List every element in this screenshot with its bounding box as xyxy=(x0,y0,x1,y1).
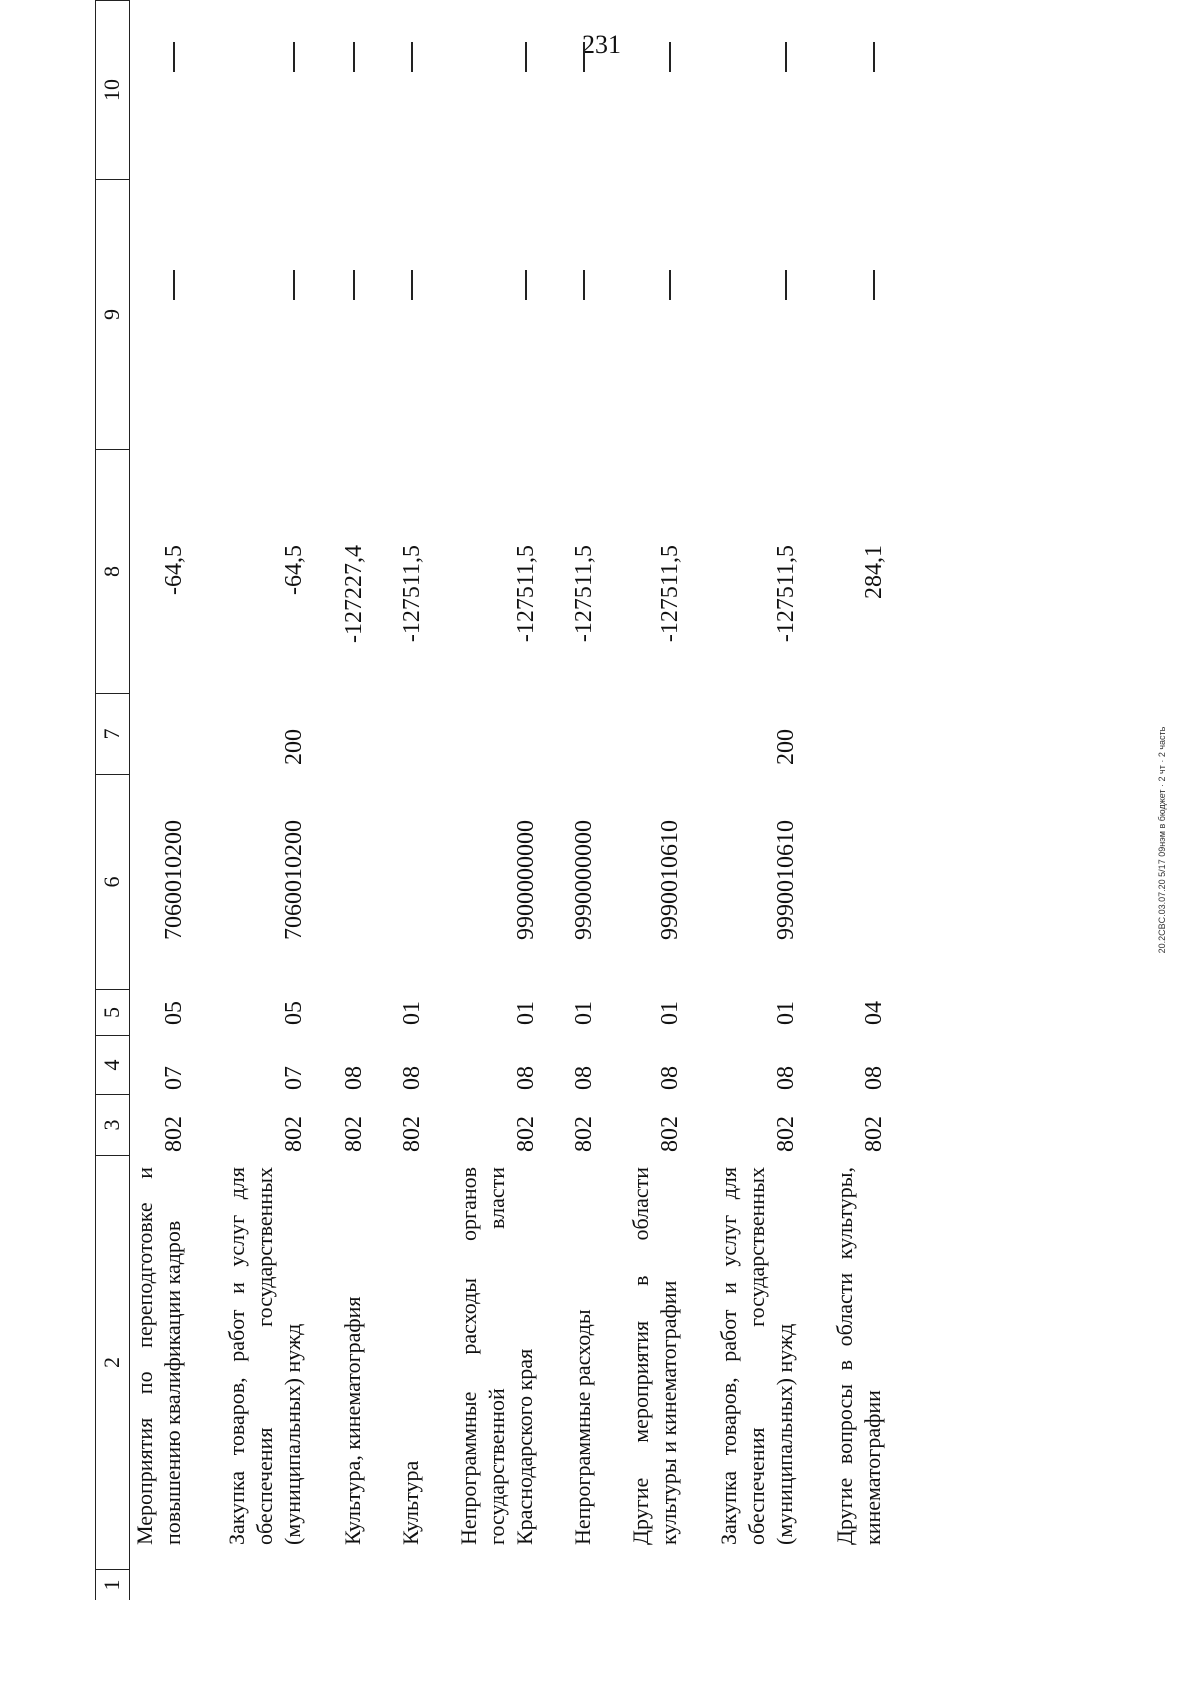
cell-c8: -127511,5 xyxy=(773,545,799,643)
row-name: Культура, кинематография xyxy=(340,1296,365,1545)
cell-c8: -64,5 xyxy=(281,545,307,595)
cell-c6: 7060010200 xyxy=(161,820,187,940)
cell-c8: -127511,5 xyxy=(399,545,425,643)
footer-note xyxy=(1156,60,1168,1620)
page-number: 231 xyxy=(582,30,621,59)
cell-c9-dash xyxy=(583,270,585,300)
col-header-10: 10 xyxy=(95,0,129,179)
cell-c10-dash xyxy=(293,42,295,72)
cell-c10-dash xyxy=(411,42,413,72)
col-header-8: 8 xyxy=(95,449,129,693)
col-header-4: 4 xyxy=(95,1035,129,1094)
cell-c6: 7060010200 xyxy=(281,820,307,940)
cell-c9-dash xyxy=(293,270,295,300)
cell-c3: 802 xyxy=(281,1116,307,1152)
col-header-2: 2 xyxy=(95,1155,129,1569)
col-header-3: 3 xyxy=(95,1094,129,1155)
cell-c7: 200 xyxy=(281,729,307,765)
cell-c3: 802 xyxy=(571,1116,597,1152)
cell-c4: 08 xyxy=(861,1066,887,1090)
cell-c10-dash xyxy=(785,42,787,72)
cell-c3: 802 xyxy=(861,1116,887,1152)
cell-c5: 01 xyxy=(513,1001,539,1025)
col-header-6: 6 xyxy=(95,774,129,989)
cell-c10-dash xyxy=(353,42,355,72)
cell-c9-dash xyxy=(785,270,787,300)
row-name: Культура xyxy=(398,1460,423,1545)
cell-c10-dash xyxy=(525,42,527,72)
cell-c4: 08 xyxy=(513,1066,539,1090)
cell-c3: 802 xyxy=(399,1116,425,1152)
footer-text: 20.2CBC.03.07.20 5/17 09нэм в бюджет · 2 чт · 2 часть xyxy=(1157,726,1167,954)
cell-c5: 01 xyxy=(399,1001,425,1025)
cell-c6: 9900000000 xyxy=(513,820,539,940)
cell-c5: 01 xyxy=(773,1001,799,1025)
cell-c7: 200 xyxy=(773,729,799,765)
row-name: Непрограммные расходы органов государственной власти Краснодарского края xyxy=(456,1167,537,1545)
cell-c10-dash xyxy=(173,42,175,72)
cell-c3: 802 xyxy=(657,1116,683,1152)
cell-c9-dash xyxy=(173,270,175,300)
cell-c4: 08 xyxy=(341,1066,367,1090)
cell-c4: 07 xyxy=(161,1066,187,1090)
cell-c3: 802 xyxy=(513,1116,539,1152)
col-header-9: 9 xyxy=(95,179,129,449)
table-header xyxy=(95,0,129,1600)
cell-c8: -64,5 xyxy=(161,545,187,595)
cell-c9-dash xyxy=(525,270,527,300)
cell-c3: 802 xyxy=(161,1116,187,1152)
cell-c9-dash xyxy=(669,270,671,300)
col-header-7: 7 xyxy=(95,693,129,774)
cell-c5: 05 xyxy=(281,1001,307,1025)
header-bottom-border xyxy=(129,0,130,1600)
cell-c5: 04 xyxy=(861,1001,887,1025)
cell-c9-dash xyxy=(353,270,355,300)
cell-c10-dash xyxy=(669,42,671,72)
cell-c4: 08 xyxy=(657,1066,683,1090)
cell-c6: 9990010610 xyxy=(657,820,683,940)
col-header-5: 5 xyxy=(95,989,129,1035)
row-name: Мероприятия по переподготовке и повышению квалификации кадров xyxy=(132,1167,185,1545)
cell-c4: 07 xyxy=(281,1066,307,1090)
row-name: Закупка товаров, работ и услуг для обеспечения государственных (муниципальных) нужд xyxy=(716,1167,797,1545)
cell-c8: -127511,5 xyxy=(571,545,597,643)
cell-c5: 05 xyxy=(161,1001,187,1025)
cell-c9-dash xyxy=(873,270,875,300)
cell-c8: -127511,5 xyxy=(657,545,683,643)
cell-c4: 08 xyxy=(571,1066,597,1090)
cell-c3: 802 xyxy=(773,1116,799,1152)
row-name: Другие вопросы в области культуры, кинематографии xyxy=(832,1167,885,1545)
cell-c6: 9990010610 xyxy=(773,820,799,940)
cell-c6: 9990000000 xyxy=(571,820,597,940)
row-name: Другие мероприятия в области культуры и кинематографии xyxy=(628,1167,681,1545)
cell-c8: -127511,5 xyxy=(513,545,539,643)
row-name: Непрограммные расходы xyxy=(570,1309,595,1545)
cell-c5: 01 xyxy=(571,1001,597,1025)
cell-c10-dash xyxy=(873,42,875,72)
cell-c8: 284,1 xyxy=(861,545,887,599)
row-name: Закупка товаров, работ и услуг для обеспечения государственных (муниципальных) нужд xyxy=(224,1167,305,1545)
col-header-1: 1 xyxy=(95,1569,129,1600)
cell-c3: 802 xyxy=(341,1116,367,1152)
cell-c4: 08 xyxy=(399,1066,425,1090)
cell-c9-dash xyxy=(411,270,413,300)
budget-table xyxy=(95,0,1095,1600)
cell-c5: 01 xyxy=(657,1001,683,1025)
cell-c4: 08 xyxy=(773,1066,799,1090)
cell-c10-dash xyxy=(583,42,585,72)
cell-c8: -127227,4 xyxy=(341,545,367,643)
